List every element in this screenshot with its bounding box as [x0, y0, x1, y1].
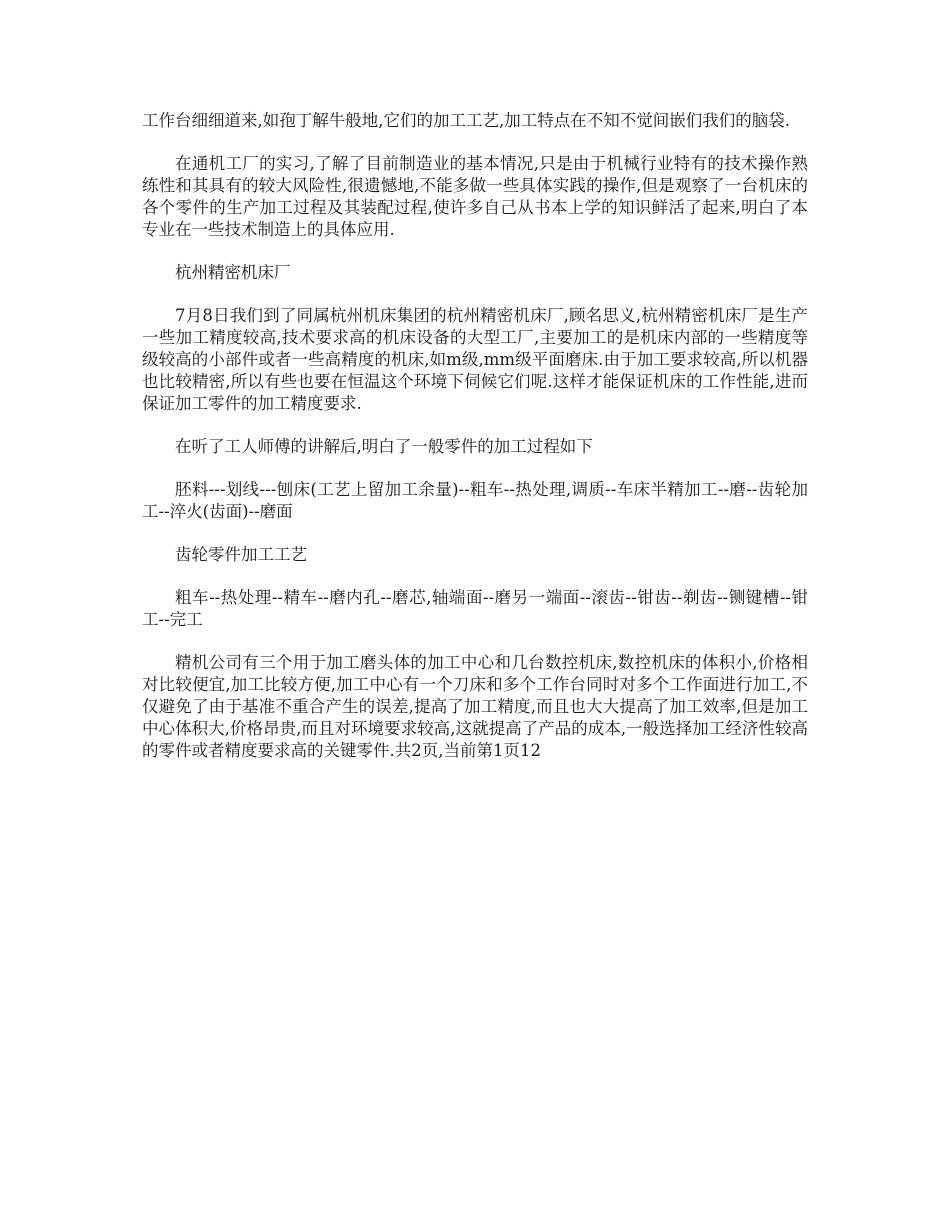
paragraph-gear-flow: 粗车--热处理--精车--磨内孔--磨芯,轴端面--磨另一端面--滚齿--钳齿--剃齿--铡键槽--钳工--完工: [142, 588, 808, 629]
document-page: [142, 110, 808, 783]
paragraph-2: 在通机工厂的实习,了解了目前制造业的基本情况,只是由于机械行业特有的技术操作熟练性和其具有的较大风险性,很遗憾地,不能多做一些具体实践的操作,但是观察了一台机床的各个零件的生产加工过程及其装配过程,使许多自己从书本上学的知识鲜活了起来,明白了本专业在一些技术制造上的具体应用.: [142, 154, 808, 239]
section-heading-gear-process: 齿轮零件加工工艺: [175, 545, 307, 564]
paragraph-7-text: 精机公司有三个用于加工磨头体的加工中心和几台数控机床,数控机床的体积小,价格相对比较便宜,加工比较方便,加工中心有一个刀床和多个工作台同时对多个工作面进行加工,不仅避免了由于基准不重合产生的误差,提高了加工精度,而且也大大提高了加工效率,但是加工中心体积大,价格昂贵,而且对环境要求较高,这就提高了产品的成本,一般选择加工经济性较高的零件或者精度要求高的关键零件.: [142, 653, 808, 760]
paragraph-1: 工作台细细道来,如孢丁解牛般地,它们的加工工艺,加工特点在不知不觉间嵌们我们的脑袋.: [142, 111, 790, 130]
paragraph-7: [142, 652, 808, 762]
section-heading-hangzhou-precision: 杭州精密机床厂: [175, 263, 291, 282]
paragraph-process-flow: 胚料---划线---刨床(工艺上留加工余量)--粗车--热处理,调质--车床半精加工--磨--齿轮加工--淬火(齿面)--磨面: [142, 480, 808, 521]
paragraph-4: 在听了工人师傅的讲解后,明白了一般零件的加工过程如下: [175, 437, 593, 456]
paragraph-3: 7月8日我们到了同属杭州机床集团的杭州精密机床厂,顾名思义,杭州精密机床厂是生产一些加工精度较高,技术要求高的机床设备的大型工厂,主要加工的是机床内部的一些精度等级较高的小部件或者一些高精度的机床,如m级,mm级平面磨床.由于加工要求较高,所以机器也比较精密,所以有些也要在恒温这个环境下伺候它们呢.这样才能保证机床的工作性能,进而保证加工零件的加工精度要求.: [142, 306, 808, 413]
page-indicator: 共2页,当前第1页12: [394, 741, 541, 760]
